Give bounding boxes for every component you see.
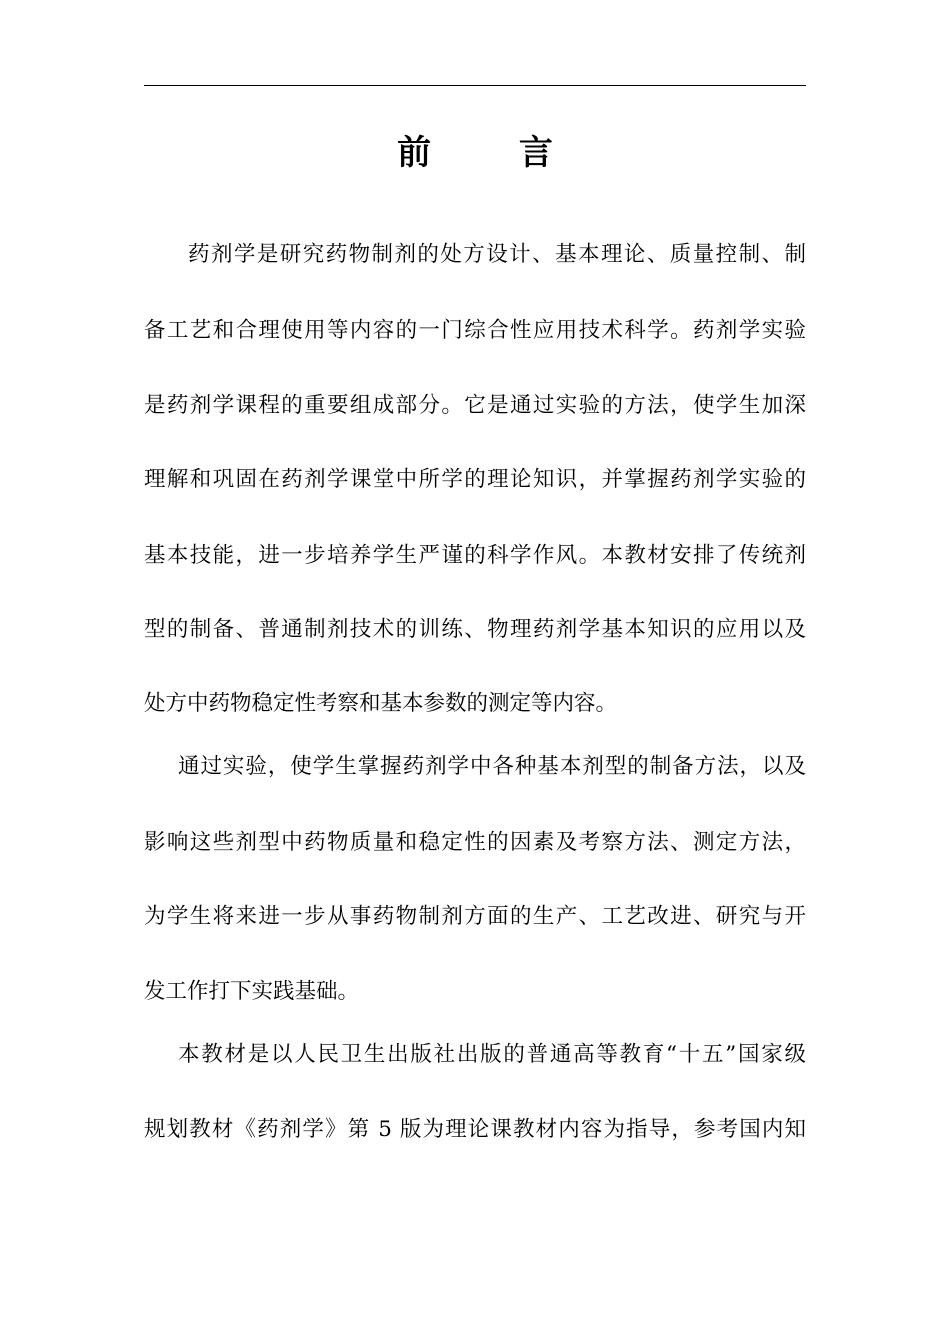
paragraph-line: 本教材是以人民卫生出版社出版的普通高等教育“十五”国家级 <box>178 1042 806 1067</box>
paragraph-line: 药剂学是研究药物制剂的处方设计、基本理论、质量控制、制 <box>188 242 806 267</box>
paragraph-line: 通过实验，使学生掌握药剂学中各种基本剂型的制备方法，以及 <box>178 754 806 779</box>
paragraph-line: 影响这些剂型中药物质量和稳定性的因素及考察方法、测定方法， <box>144 830 806 855</box>
header-rule <box>144 85 806 86</box>
paragraph-line: 备工艺和合理使用等内容的一门综合性应用技术科学。药剂学实验 <box>144 318 806 343</box>
paragraph-line: 理解和巩固在药剂学课堂中所学的理论知识，并掌握药剂学实验的 <box>144 467 806 492</box>
page-title: 前 言 <box>397 133 591 173</box>
paragraph-line: 型的制备、普通制剂技术的训练、物理药剂学基本知识的应用以及 <box>144 617 806 642</box>
paragraph-line: 规划教材《药剂学》第 5 版为理论课教材内容为指导，参考国内知 <box>144 1117 806 1142</box>
paragraph-line: 处方中药物稳定性考察和基本参数的测定等内容。 <box>144 691 618 716</box>
paragraph-line: 是药剂学课程的重要组成部分。它是通过实验的方法，使学生加深 <box>144 393 806 418</box>
paragraph-line: 为学生将来进一步从事药物制剂方面的生产、工艺改进、研究与开 <box>144 904 806 929</box>
paragraph-line: 基本技能，进一步培养学生严谨的科学作风。本教材安排了传统剂 <box>144 543 806 568</box>
paragraph-line: 发工作打下实践基础。 <box>144 979 360 1004</box>
